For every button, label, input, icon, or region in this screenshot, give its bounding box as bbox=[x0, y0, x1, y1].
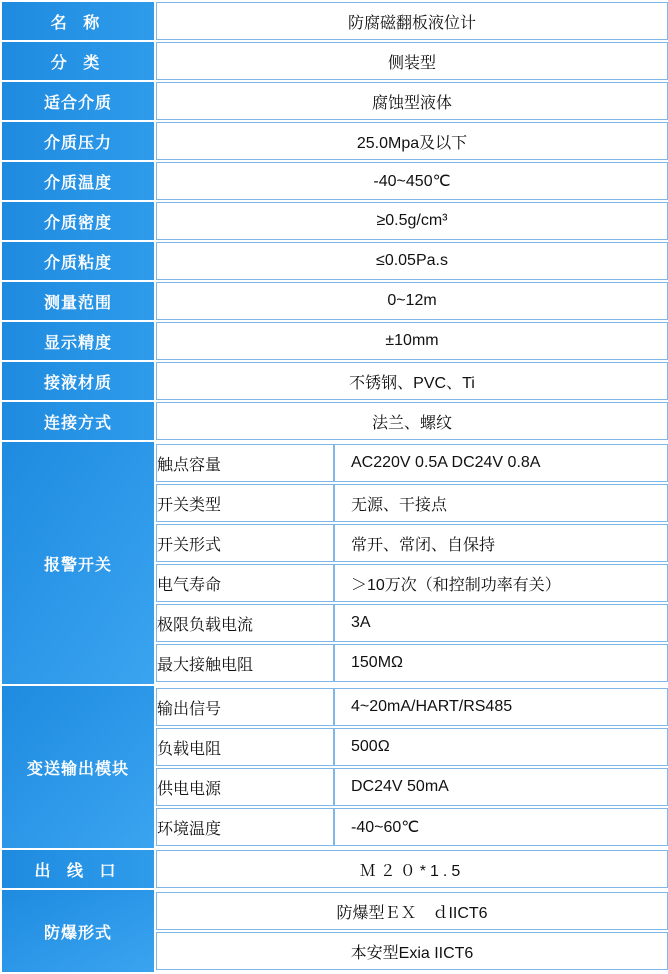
sub-row-name: 环境温度 bbox=[156, 808, 334, 846]
row-value: 法兰、螺纹 bbox=[156, 402, 668, 440]
row-label: 测量范围 bbox=[2, 282, 154, 320]
row-value: ±10mm bbox=[156, 322, 668, 360]
table-row bbox=[2, 850, 668, 888]
sub-row bbox=[156, 524, 668, 562]
group-body-explosion bbox=[156, 890, 668, 972]
sub-row-name: 输出信号 bbox=[156, 688, 334, 726]
sub-row bbox=[156, 484, 668, 522]
row-label: 适合介质 bbox=[2, 82, 154, 120]
row-value: 防腐磁翻板液位计 bbox=[156, 2, 668, 40]
table-row bbox=[2, 122, 668, 160]
table-row bbox=[2, 82, 668, 120]
group-label-alarm: 报警开关 bbox=[2, 442, 154, 684]
sub-row bbox=[156, 808, 668, 846]
table-row-group-alarm bbox=[2, 442, 668, 684]
sub-row bbox=[156, 644, 668, 682]
table-row bbox=[2, 322, 668, 360]
group-body-alarm bbox=[156, 442, 668, 684]
row-label: 显示精度 bbox=[2, 322, 154, 360]
sub-row bbox=[156, 444, 668, 482]
row-label: 介质温度 bbox=[2, 162, 154, 200]
sub-row-value: -40~60℃ bbox=[334, 808, 668, 846]
sub-row-name: 触点容量 bbox=[156, 444, 334, 482]
sub-row-name: 负载电阻 bbox=[156, 728, 334, 766]
sub-row bbox=[156, 688, 668, 726]
sub-row-value: ＞10万次（和控制功率有关） bbox=[334, 564, 668, 602]
table-row-group-transmitter bbox=[2, 686, 668, 848]
table-row bbox=[2, 362, 668, 400]
row-value-outlet: Ｍ２０*1.5 bbox=[156, 850, 668, 888]
sub-row-value: 防爆型ＥＸ ｄIICT6 bbox=[156, 892, 668, 930]
sub-row-value: 常开、常闭、自保持 bbox=[334, 524, 668, 562]
sub-row bbox=[156, 564, 668, 602]
table-row-group-explosion bbox=[2, 890, 668, 972]
table-row bbox=[2, 402, 668, 440]
row-label: 介质粘度 bbox=[2, 242, 154, 280]
row-value: 不锈钢、PVC、Ti bbox=[156, 362, 668, 400]
row-value: 25.0Mpa及以下 bbox=[156, 122, 668, 160]
table-row bbox=[2, 242, 668, 280]
row-value: 0~12m bbox=[156, 282, 668, 320]
row-label: 接液材质 bbox=[2, 362, 154, 400]
table-row bbox=[2, 2, 668, 40]
row-label: 名 称 bbox=[2, 2, 154, 40]
alarm-subtable bbox=[156, 442, 668, 684]
sub-row-value: 4~20mA/HART/RS485 bbox=[334, 688, 668, 726]
sub-row bbox=[156, 892, 668, 930]
sub-row-value: DC24V 50mA bbox=[334, 768, 668, 806]
sub-row bbox=[156, 768, 668, 806]
row-value: 腐蚀型液体 bbox=[156, 82, 668, 120]
row-label: 介质密度 bbox=[2, 202, 154, 240]
table-row bbox=[2, 162, 668, 200]
sub-row-name: 电气寿命 bbox=[156, 564, 334, 602]
table-row bbox=[2, 42, 668, 80]
sub-row-name: 极限负载电流 bbox=[156, 604, 334, 642]
group-label-explosion: 防爆形式 bbox=[2, 890, 154, 972]
row-label: 分 类 bbox=[2, 42, 154, 80]
table-row bbox=[2, 282, 668, 320]
sub-row bbox=[156, 932, 668, 970]
transmitter-subtable bbox=[156, 686, 668, 848]
row-value: ≥0.5g/cm³ bbox=[156, 202, 668, 240]
sub-row-value: AC220V 0.5A DC24V 0.8A bbox=[334, 444, 668, 482]
row-label: 连接方式 bbox=[2, 402, 154, 440]
sub-row-value: 150MΩ bbox=[334, 644, 668, 682]
sub-row-value: 本安型Exia IICT6 bbox=[156, 932, 668, 970]
table-row bbox=[2, 202, 668, 240]
row-value: -40~450℃ bbox=[156, 162, 668, 200]
row-value: ≤0.05Pa.s bbox=[156, 242, 668, 280]
group-body-transmitter bbox=[156, 686, 668, 848]
sub-row-name: 供电电源 bbox=[156, 768, 334, 806]
row-label-outlet: 出 线 口 bbox=[2, 850, 154, 888]
sub-row bbox=[156, 604, 668, 642]
sub-row-value: 500Ω bbox=[334, 728, 668, 766]
group-label-transmitter: 变送输出模块 bbox=[2, 686, 154, 848]
sub-row bbox=[156, 728, 668, 766]
explosion-subtable bbox=[156, 890, 668, 972]
sub-row-name: 开关形式 bbox=[156, 524, 334, 562]
sub-row-value: 无源、干接点 bbox=[334, 484, 668, 522]
row-value: 侧装型 bbox=[156, 42, 668, 80]
sub-row-value: 3A bbox=[334, 604, 668, 642]
sub-row-name: 开关类型 bbox=[156, 484, 334, 522]
sub-row-name: 最大接触电阻 bbox=[156, 644, 334, 682]
row-label: 介质压力 bbox=[2, 122, 154, 160]
